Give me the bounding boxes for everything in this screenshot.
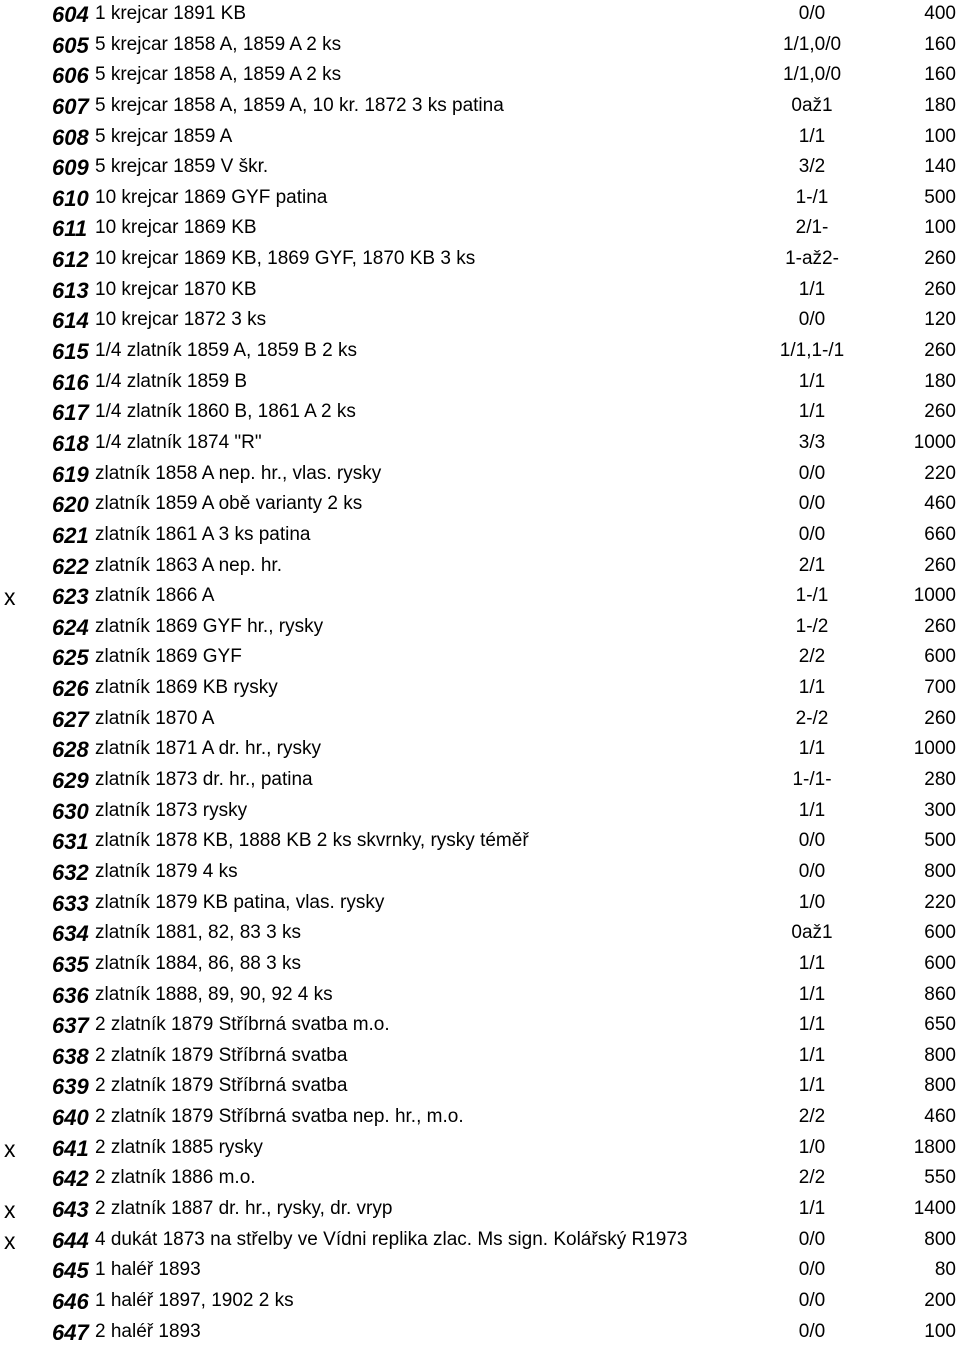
lot-grade: 0/0 [798,493,826,515]
lot-price: 1000 [913,431,956,453]
lot-number: 607 [52,93,89,119]
lot-description: 10 krejcar 1872 3 ks [95,309,267,331]
lot-description: 2 zlatník 1879 Stříbrná svatba [95,1044,348,1066]
lot-price: 100 [924,125,956,147]
lot-grade: 0/0 [798,830,826,852]
lot-price: 1000 [913,585,956,607]
lot-row [0,30,960,61]
lot-description: 10 krejcar 1870 KB [95,278,257,300]
sold-mark: x [4,1196,16,1223]
lot-grade: 1/1,1-/1 [779,340,845,362]
lot-grade: 1-/2 [795,615,829,637]
lot-number: 635 [52,951,89,977]
lot-row [0,60,960,91]
lot-number: 646 [52,1288,89,1314]
lot-number: 627 [52,706,89,732]
lot-number: 618 [52,430,89,456]
lot-number: 610 [52,185,89,211]
lot-description: 2 zlatník 1886 m.o. [95,1167,256,1189]
lot-price: 260 [924,554,956,576]
lot-price: 280 [924,769,956,791]
lot-number: 632 [52,859,89,885]
lot-grade: 1/1 [798,370,826,392]
lot-description: 2 zlatník 1879 Stříbrná svatba nep. hr., m.o. [95,1106,464,1128]
lot-number: 612 [52,247,89,273]
lot-row [0,1255,960,1286]
lot-number: 643 [52,1196,89,1222]
lot-number: 633 [52,890,89,916]
lot-description: 10 krejcar 1869 KB [95,217,257,239]
lot-row [0,1071,960,1102]
lot-grade: 2/2 [798,1167,826,1189]
lot-price: 220 [924,891,956,913]
lot-price: 160 [924,64,956,86]
lot-row [0,1317,960,1348]
lot-grade: 1/1 [798,799,826,821]
lot-number: 640 [52,1105,89,1131]
lot-description: 2 zlatník 1879 Stříbrná svatba [95,1075,348,1097]
lot-number: 625 [52,645,89,671]
lot-description: zlatník 1884, 86, 88 3 ks [95,952,301,974]
lot-description: zlatník 1879 4 ks [95,860,238,882]
lot-row [0,489,960,520]
lot-price: 260 [924,340,956,362]
lot-row [0,980,960,1011]
lot-grade: 3/3 [798,431,826,453]
lot-row [0,367,960,398]
lot-number: 631 [52,829,89,855]
lot-description: 5 krejcar 1858 A, 1859 A, 10 kr. 1872 3 ks patina [95,94,504,116]
lot-description: 5 krejcar 1858 A, 1859 A 2 ks [95,33,342,55]
lot-price: 600 [924,646,956,668]
lot-price: 1000 [913,738,956,760]
lot-grade: 0/0 [798,3,826,24]
lot-description: 2 zlatník 1885 rysky [95,1136,263,1158]
lot-row [0,397,960,428]
lot-description: zlatník 1869 KB rysky [95,677,278,699]
lot-price: 400 [924,3,956,24]
lot-grade: 1/1 [798,1197,826,1219]
sold-mark: x [4,1135,16,1162]
lot-grade: 2/2 [798,1106,826,1128]
lot-grade: 1/0 [798,1136,826,1158]
lot-number: 613 [52,277,89,303]
lot-number: 638 [52,1043,89,1069]
lot-number: 634 [52,921,89,947]
lot-description: 10 krejcar 1869 KB, 1869 GYF, 1870 KB 3 ks [95,248,476,270]
lot-description: zlatník 1873 dr. hr., patina [95,769,313,791]
lot-row [0,581,960,612]
lot-price: 600 [924,922,956,944]
lot-row [0,918,960,949]
lot-number: 629 [52,768,89,794]
lot-grade: 1-/1 [795,585,829,607]
lot-description: 1 haléř 1893 [95,1259,201,1281]
lot-description: 2 zlatník 1887 dr. hr., rysky, dr. vryp [95,1197,393,1219]
sold-mark: x [4,584,16,611]
lot-description: zlatník 1879 KB patina, vlas. rysky [95,891,385,913]
lot-grade: 1/1 [798,1044,826,1066]
lot-row [0,244,960,275]
lot-row [0,1163,960,1194]
lot-price: 140 [924,156,956,178]
lot-description: zlatník 1869 GYF [95,646,242,668]
lot-grade: 1/1,0/0 [782,64,842,86]
lot-row [0,213,960,244]
lot-description: 1/4 zlatník 1859 A, 1859 B 2 ks [95,340,357,362]
lot-grade: 1/0 [798,891,826,913]
lot-row [0,1010,960,1041]
lot-row [0,734,960,765]
lot-price: 500 [924,186,956,208]
lot-row [0,949,960,980]
lot-price: 260 [924,707,956,729]
lot-description: zlatník 1871 A dr. hr., rysky [95,738,322,760]
lot-row [0,1102,960,1133]
lot-number: 645 [52,1258,89,1284]
lot-grade: 3/2 [798,156,826,178]
lot-grade: 1/1 [798,125,826,147]
lot-grade: 1/1 [798,1014,826,1036]
lot-row [0,336,960,367]
lot-grade: 1/1 [798,983,826,1005]
sold-mark: x [4,1227,16,1254]
lot-number: 617 [52,400,89,426]
lot-price: 1800 [913,1136,956,1158]
lot-number: 626 [52,676,89,702]
lot-number: 611 [52,216,88,242]
lot-description: zlatník 1888, 89, 90, 92 4 ks [95,983,333,1005]
lot-price: 180 [924,94,956,116]
lot-number: 609 [52,155,89,181]
lot-grade: 0/0 [798,1228,826,1250]
lot-row [0,152,960,183]
lot-row [0,1041,960,1072]
lot-grade: 0až1 [791,922,833,944]
lot-grade: 1-/1 [795,186,829,208]
lot-grade: 0/0 [798,860,826,882]
lot-price: 800 [924,860,956,882]
lot-grade: 0/0 [798,309,826,331]
lot-grade: 0/0 [798,523,826,545]
lot-description: zlatník 1878 KB, 1888 KB 2 ks skvrnky, rysky téměř [95,830,529,852]
lot-price: 300 [924,799,956,821]
lot-number: 644 [52,1227,89,1253]
lot-description: zlatník 1863 A nep. hr. [95,554,282,576]
lot-price: 100 [924,1320,956,1342]
lot-number: 647 [52,1319,89,1345]
lot-number: 639 [52,1074,89,1100]
lot-row [0,642,960,673]
lot-row [0,888,960,919]
lot-price: 800 [924,1044,956,1066]
lot-grade: 1/1 [798,738,826,760]
lot-number: 623 [52,584,89,610]
lot-price: 260 [924,248,956,270]
lot-row [0,428,960,459]
lot-price: 500 [924,830,956,852]
lot-number: 637 [52,1013,89,1039]
lot-row [0,0,960,30]
lot-row [0,1133,960,1164]
lot-row [0,765,960,796]
lot-description: zlatník 1870 A [95,707,215,729]
lot-price: 460 [924,1106,956,1128]
lot-description: 4 dukát 1873 na střelby ve Vídni replika zlac. Ms sign. Kolářský R1973 [95,1228,688,1250]
lot-grade: 1-/1- [792,769,832,791]
lot-description: 2 zlatník 1879 Stříbrná svatba m.o. [95,1014,390,1036]
lot-price: 100 [924,217,956,239]
lot-number: 604 [52,2,89,27]
lot-grade: 0/0 [798,1289,826,1311]
lot-price: 660 [924,523,956,545]
lot-number: 641 [52,1135,89,1161]
lot-number: 619 [52,461,89,487]
lot-number: 628 [52,737,89,763]
lot-description: zlatník 1861 A 3 ks patina [95,523,311,545]
lot-row [0,305,960,336]
lot-price: 180 [924,370,956,392]
lot-description: zlatník 1859 A obě varianty 2 ks [95,493,363,515]
lot-number: 620 [52,492,89,518]
lot-row [0,122,960,153]
lot-row [0,1286,960,1317]
lot-grade: 0/0 [798,462,826,484]
lot-grade: 1/1 [798,401,826,423]
lot-description: 5 krejcar 1859 V škr. [95,156,269,178]
lot-description: 1/4 zlatník 1860 B, 1861 A 2 ks [95,401,356,423]
lot-grade: 2/1- [795,217,829,239]
lot-price: 460 [924,493,956,515]
lot-number: 630 [52,798,89,824]
lot-row [0,857,960,888]
lot-price: 800 [924,1075,956,1097]
lot-grade: 1/1 [798,1075,826,1097]
lot-description: 5 krejcar 1859 A [95,125,233,147]
lot-grade: 1-až2- [785,248,839,270]
lot-row [0,275,960,306]
lot-description: zlatník 1866 A [95,585,215,607]
lot-description: 1/4 zlatník 1859 B [95,370,248,392]
lot-grade: 2/1 [798,554,826,576]
lot-row [0,1194,960,1225]
lot-row [0,520,960,551]
lot-price: 800 [924,1228,956,1250]
lot-row [0,459,960,490]
lot-number: 608 [52,124,89,150]
lot-price: 650 [924,1014,956,1036]
lot-grade: 1/1 [798,952,826,974]
lot-grade: 0/0 [798,1259,826,1281]
lot-row [0,796,960,827]
lot-row [0,704,960,735]
lot-description: zlatník 1873 rysky [95,799,248,821]
lot-description: zlatník 1869 GYF hr., rysky [95,615,324,637]
lot-price: 860 [924,983,956,1005]
lot-number: 624 [52,614,89,640]
lot-price: 700 [924,677,956,699]
lot-row [0,91,960,122]
lot-price: 550 [924,1167,956,1189]
lot-grade: 0až1 [791,94,833,116]
lot-description: 5 krejcar 1858 A, 1859 A 2 ks [95,64,342,86]
lot-price: 200 [924,1289,956,1311]
lot-grade: 2-/2 [795,707,829,729]
lot-number: 606 [52,63,89,89]
lot-row [0,826,960,857]
lot-number: 636 [52,982,89,1008]
lot-price: 120 [924,309,956,331]
lot-grade: 2/2 [798,646,826,668]
lot-grade: 1/1 [798,677,826,699]
lot-row [0,612,960,643]
lot-description: zlatník 1881, 82, 83 3 ks [95,922,301,944]
lot-description: 1 krejcar 1891 KB [95,3,247,24]
lot-price: 1400 [913,1197,956,1219]
lot-price: 600 [924,952,956,974]
lot-number: 615 [52,339,89,365]
lot-row [0,1225,960,1256]
lot-grade: 1/1 [798,278,826,300]
lot-row [0,673,960,704]
lot-number: 614 [52,308,89,334]
lot-number: 605 [52,32,89,58]
lot-price: 80 [934,1259,956,1281]
lot-price: 160 [924,33,956,55]
lot-description: 1 haléř 1897, 1902 2 ks [95,1289,294,1311]
lot-description: zlatník 1858 A nep. hr., vlas. rysky [95,462,382,484]
lot-price: 220 [924,462,956,484]
lot-number: 616 [52,369,89,395]
lot-number: 622 [52,553,89,579]
lot-row [0,551,960,582]
lot-grade: 0/0 [798,1320,826,1342]
lot-description: 10 krejcar 1869 GYF patina [95,186,328,208]
lot-number: 642 [52,1166,89,1192]
lot-description: 1/4 zlatník 1874 "R" [95,431,262,453]
lot-price: 260 [924,615,956,637]
lot-price: 260 [924,278,956,300]
lot-number: 621 [52,522,89,548]
lot-description: 2 haléř 1893 [95,1320,201,1342]
lot-price: 260 [924,401,956,423]
lot-row [0,183,960,214]
lot-grade: 1/1,0/0 [782,33,842,55]
